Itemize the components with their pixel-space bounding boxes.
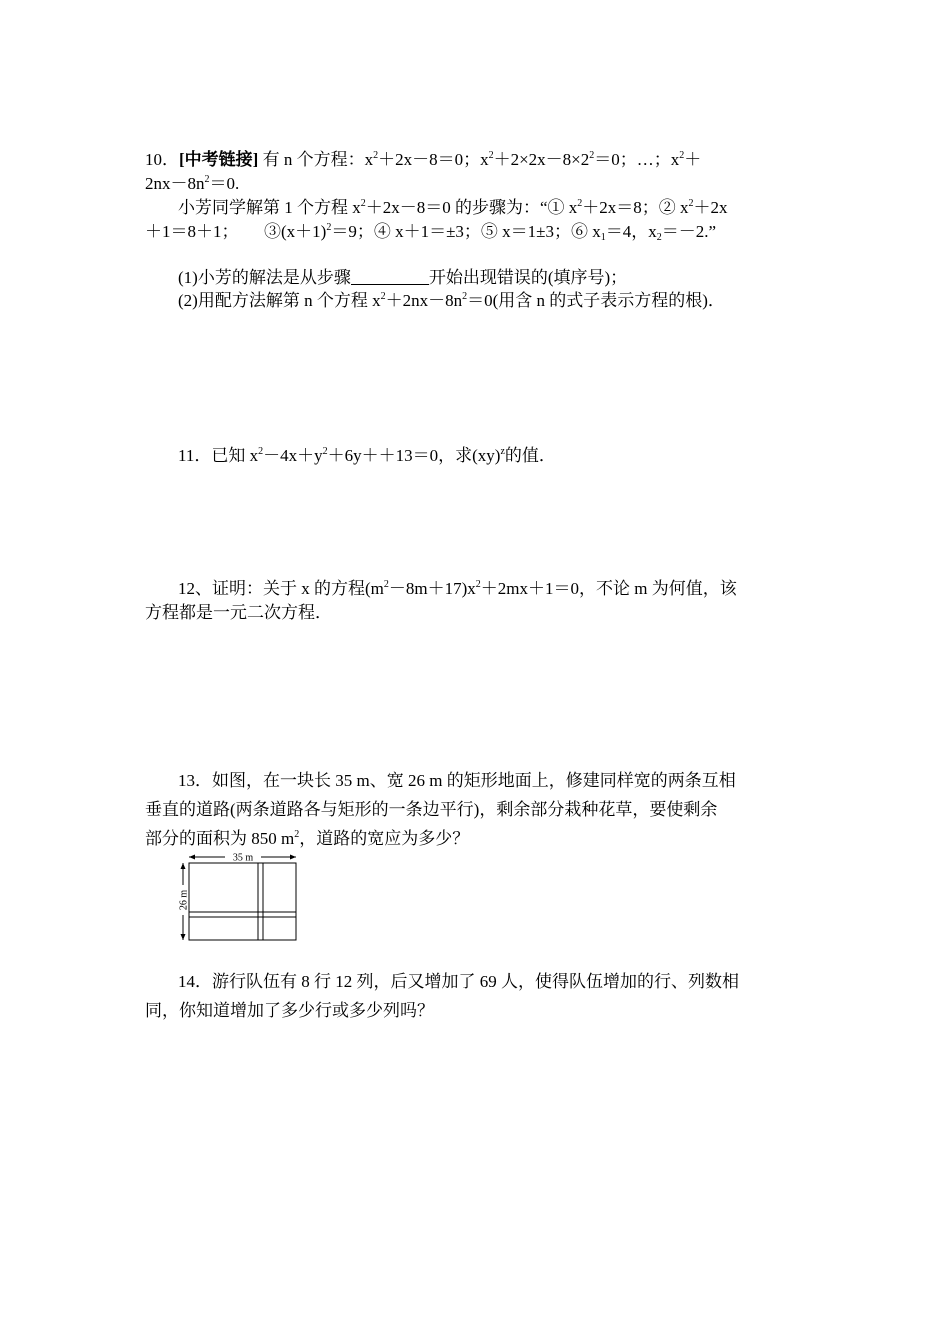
- q11-line: [178, 445, 556, 467]
- q10-p2-c: ＝0(用含 n 的式子表示方程的根)．: [467, 291, 725, 310]
- width-arrow-left: [189, 855, 195, 860]
- q14-line-1: 14．游行队伍有 8 行 12 列，后又增加了 69 人，使得队伍增加的行、列数相: [178, 972, 739, 991]
- q10-part-2: [178, 290, 725, 312]
- height-label: 26 m: [178, 889, 190, 911]
- q12-l1-s1: 2: [383, 579, 389, 590]
- width-label: 35 m: [232, 852, 254, 864]
- q10-l4-sub2: 2: [656, 232, 662, 243]
- q10-l3-c: ＋2x＝8；② x: [582, 198, 689, 217]
- q10-p2-s1: 2: [380, 291, 386, 302]
- q10-p2-s2: 2: [462, 291, 468, 302]
- q10-l4-d: ＝－2.”: [661, 222, 717, 241]
- q10-p2-b: ＋2nx－8n: [385, 291, 463, 310]
- q10-l1-a: 有 n 个方程：x: [262, 150, 374, 169]
- q12-line-2: 方程都是一元二次方程．: [145, 603, 332, 622]
- q10-line-3: [178, 197, 728, 219]
- q12-l1-b: －8m＋17)x: [388, 579, 476, 598]
- q14-line-2: 同，你知道增加了多少行或多少列吗？: [145, 1001, 434, 1020]
- q10-l3-d: ＋2x: [693, 198, 728, 217]
- q12-line-1: [178, 578, 737, 600]
- q10-line-1: [145, 149, 701, 171]
- q10-l1-c: ＋2×2x－8×2: [493, 150, 590, 169]
- q10-l4-c: ＝4，x: [605, 222, 657, 241]
- q10-line-4: [145, 221, 716, 243]
- q10-l4-b: ＝9；④ x＋1＝±3；⑤ x＝1±3；⑥ x: [331, 222, 601, 241]
- q11-d: 的值．: [504, 446, 556, 465]
- q10-l3-a: 小芳同学解第 1 个方程 x: [178, 198, 361, 217]
- q11-s2: 2: [322, 446, 328, 457]
- q10-p1-b: 开始出现错误的(填序号)；: [428, 268, 628, 287]
- q10-l1-s1: 2: [373, 150, 379, 161]
- q10-l4-s1: 2: [326, 222, 332, 233]
- rect-field-figure: [170, 850, 305, 945]
- q10-l3-s1: 2: [360, 198, 366, 209]
- height-arrow-top: [181, 863, 186, 869]
- q10-l1-s4: 2: [679, 150, 685, 161]
- q10-l3-b: ＋2x－8＝0 的步骤为：“① x: [365, 198, 578, 217]
- answer-blank[interactable]: [351, 270, 429, 285]
- q10-l1-d: ＝0；…；x: [594, 150, 680, 169]
- field-outline: [189, 863, 296, 940]
- q10-line-2: [145, 173, 239, 195]
- width-arrow-right: [290, 855, 296, 860]
- q11-c: ＋6y＋＋13＝0，求(xy): [327, 446, 501, 465]
- q10-l3-s3: 2: [688, 198, 694, 209]
- q11-a: 11．已知 x: [178, 446, 259, 465]
- height-arrow-bottom: [181, 934, 186, 940]
- q13-line-1: 13．如图，在一块长 35 m、宽 26 m 的矩形地面上，修建同样宽的两条互相: [178, 771, 736, 790]
- q12-l1-s2: 2: [475, 579, 481, 590]
- q12-l1-c: ＋2mx＋1＝0，不论 m 为何值，该: [480, 579, 737, 598]
- q10-part-1: [178, 267, 627, 289]
- q13-l3-b: ，道路的宽应为多少？: [299, 829, 470, 848]
- road-intersection: [259, 913, 263, 917]
- q11-s3: z: [500, 446, 505, 457]
- q13-line-3: [145, 828, 469, 850]
- q13-line-2: 垂直的道路(两条道路各与矩形的一条边平行)，剩余部分栽种花草，要使剩余: [145, 800, 718, 819]
- q10-l1-b: ＋2x－8＝0；x: [378, 150, 489, 169]
- q10-l2-s1: 2: [204, 174, 210, 185]
- q10-l1-s3: 2: [589, 150, 595, 161]
- q10-l4-sub1: 1: [600, 232, 606, 243]
- q10-number: 10．: [145, 150, 179, 169]
- q10-l3-s2: 2: [577, 198, 583, 209]
- q10-l1-e: ＋: [684, 150, 702, 169]
- q10-p2-a: (2)用配方法解第 n 个方程 x: [178, 291, 381, 310]
- q10-l1-s2: 2: [488, 150, 494, 161]
- q10-tag: [中考链接]: [179, 150, 259, 169]
- q10-l2-a: 2nx－8n: [145, 174, 205, 193]
- q11-b: －4x＋y: [263, 446, 323, 465]
- q10-l2-b: ＝0.: [209, 174, 240, 193]
- q12-l1-a: 12、证明：关于 x 的方程(m: [178, 579, 384, 598]
- q10-p1-a: (1)小芳的解法是从步骤: [178, 268, 351, 287]
- q13-l3-s1: 2: [294, 829, 300, 840]
- q11-s1: 2: [258, 446, 264, 457]
- q13-l3-a: 部分的面积为 850 m: [145, 829, 295, 848]
- q10-l4-a: ＋1＝8＋1； ③(x＋1): [145, 222, 327, 241]
